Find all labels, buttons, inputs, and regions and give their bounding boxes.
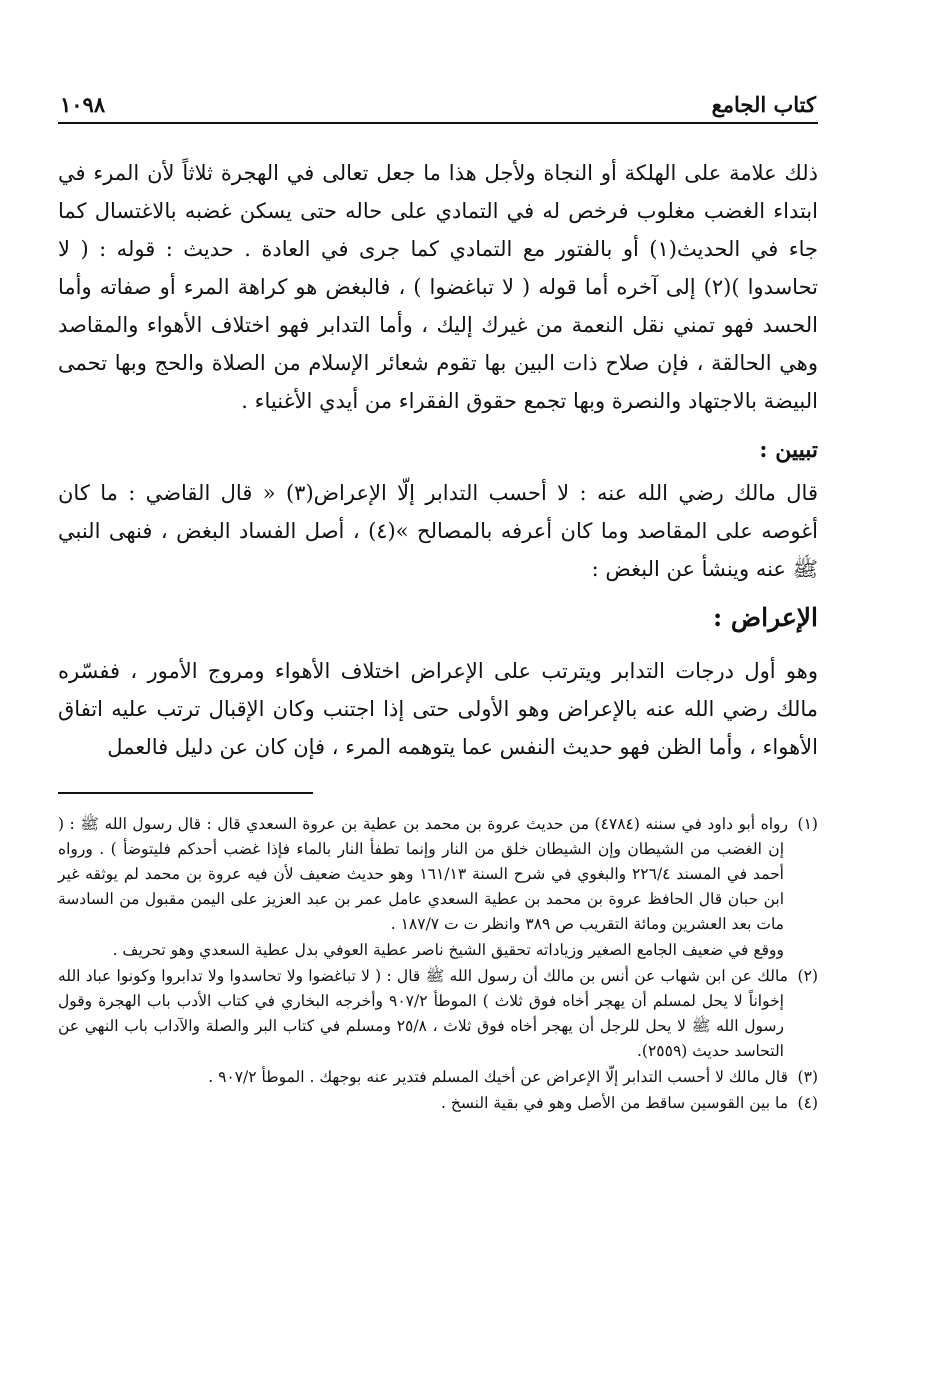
paragraph-iraad: وهو أول درجات التدابر ويترتب على الإعراض اختلاف الأهواء ومروج الأمور ، ففسّره مالك رضي الله عنه بالإعراض وهو الأولى حتى إذا اجتنب وكان الإقبال ترتب عليه اتفاق الأهواء ، وأما الظن فهو حديث النفس عما يتوهمه المرء ، فإن كان عن دليل فالعمل (58, 659, 818, 759)
book-title: كتاب الجامع (711, 92, 816, 117)
footnote-2 (58, 964, 818, 1064)
footnote-separator (58, 792, 313, 794)
footnote-3 (58, 1065, 818, 1090)
footnote-number: (١) (797, 815, 818, 833)
footnote-number: (٣) (797, 1068, 818, 1086)
footnote-4 (58, 1091, 818, 1116)
footnotes (58, 812, 818, 1116)
paragraph-tadabur: قال مالك رضي الله عنه : لا أحسب التدابر إلّا الإعراض(٣) « قال القاضي : ما كان أغوصه على المقاصد وما كان أعرفه بالمصالح »(٤) ، أصل الفساد البغض ، فنهى النبي ﷺ عنه وينشأ عن البغض : (58, 481, 818, 581)
paragraph-hijra: ذلك علامة على الهلكة أو النجاة ولأجل هذا ما جعل تعالى في الهجرة ثلاثاً لأن المرء في ابتداء الغضب مغلوب فرخص له في التمادي على حاله حتى يسكن غضبه بالاغتسال كما جاء في الحديث(١) أو بالفتور مع التمادي كما جرى في العادة . حديث : قوله : ( لا تحاسدوا )(٢) إلى آخره أما قوله ( لا تباغضوا ) ، فالبغض هو كراهة المرء أو صفاته وأما الحسد فهو تمني نقل النعمة من غيرك إليك ، وأما التدابر فهو اختلاف الأهواء والمقاصد وهي الحالقة ، فإن صلاح ذات البين بها تقوم شعائر الإسلام من الصلاة والحج وبها تحمى البيضة بالاجتهاد والنصرة وبها تجمع حقوق الفقراء من أيدي الأغنياء . (58, 161, 819, 413)
footnote-text: رواه أبو داود في سننه (٤٧٨٤) من حديث عروة بن محمد بن عطية بن عروة السعدي قال : قال رسول الله ﷺ : ( إن الغضب من الشيطان وإن الشيطان خلق من النار وإنما تطفأ النار بالماء فإذا غضب أحدكم فليتوضأ ) . ورواه أحمد في المسند ٢٢٦/٤ والبغوي في شرح السنة ١٦١/١٣ وهو حديث ضعيف لأن فيه عروة بن محمد لم يوثقه غير ابن حبان قال الحافظ عروة بن محمد بن عطية السعدي عامل عمر بن عبد العزيز على اليمن مقبول من السادسة مات بعد العشرين ومائة التقريب ص ٣٨٩ وانظر ت ت ١٨٧/٧ . (58, 815, 788, 933)
footnote-text: مالك عن ابن شهاب عن أنس بن مالك أن رسول الله ﷺ قال : ( لا تباغضوا ولا تحاسدوا ولا تدابروا وكونوا عباد الله إخواناً لا يحل لمسلم أن يهجر أخاه فوق ثلاث ) الموطأ ٩٠٧/٢ وأخرجه البخاري في كتاب الأدب باب الهجرة وقول رسول الله ﷺ لا يحل للرجل أن يهجر أخاه فوق ثلاث ، ٢٥/٨ ومسلم في كتاب البر والصلة والآداب باب النهي عن التحاسد حديث (٢٥٥٩). (58, 967, 788, 1060)
heading-tabyin: تبيين : (759, 437, 818, 463)
footnote-text: ما بين القوسين ساقط من الأصل وهو في بقية النسخ . (440, 1094, 788, 1112)
footnote-1 (58, 812, 818, 937)
page-header (58, 88, 818, 124)
footnote-1-note: ووقع في ضعيف الجامع الصغير وزياداته تحقيق الشيخ ناصر عطية العوفي بدل عطية السعدي وهو تحريف . (112, 941, 784, 959)
footnote-text: قال مالك لا أحسب التدابر إلّا الإعراض عن أخيك المسلم فتدير عنه بوجهك . الموطأ ٩٠٧/٢ . (208, 1068, 788, 1086)
book-page (58, 88, 818, 1358)
footnote-number: (٤) (797, 1094, 818, 1112)
footnote-number: (٢) (797, 967, 818, 985)
heading-iraad: الإعراض : (712, 603, 818, 632)
page-number: ١٠٩٨ (60, 92, 106, 117)
main-text (58, 154, 818, 766)
